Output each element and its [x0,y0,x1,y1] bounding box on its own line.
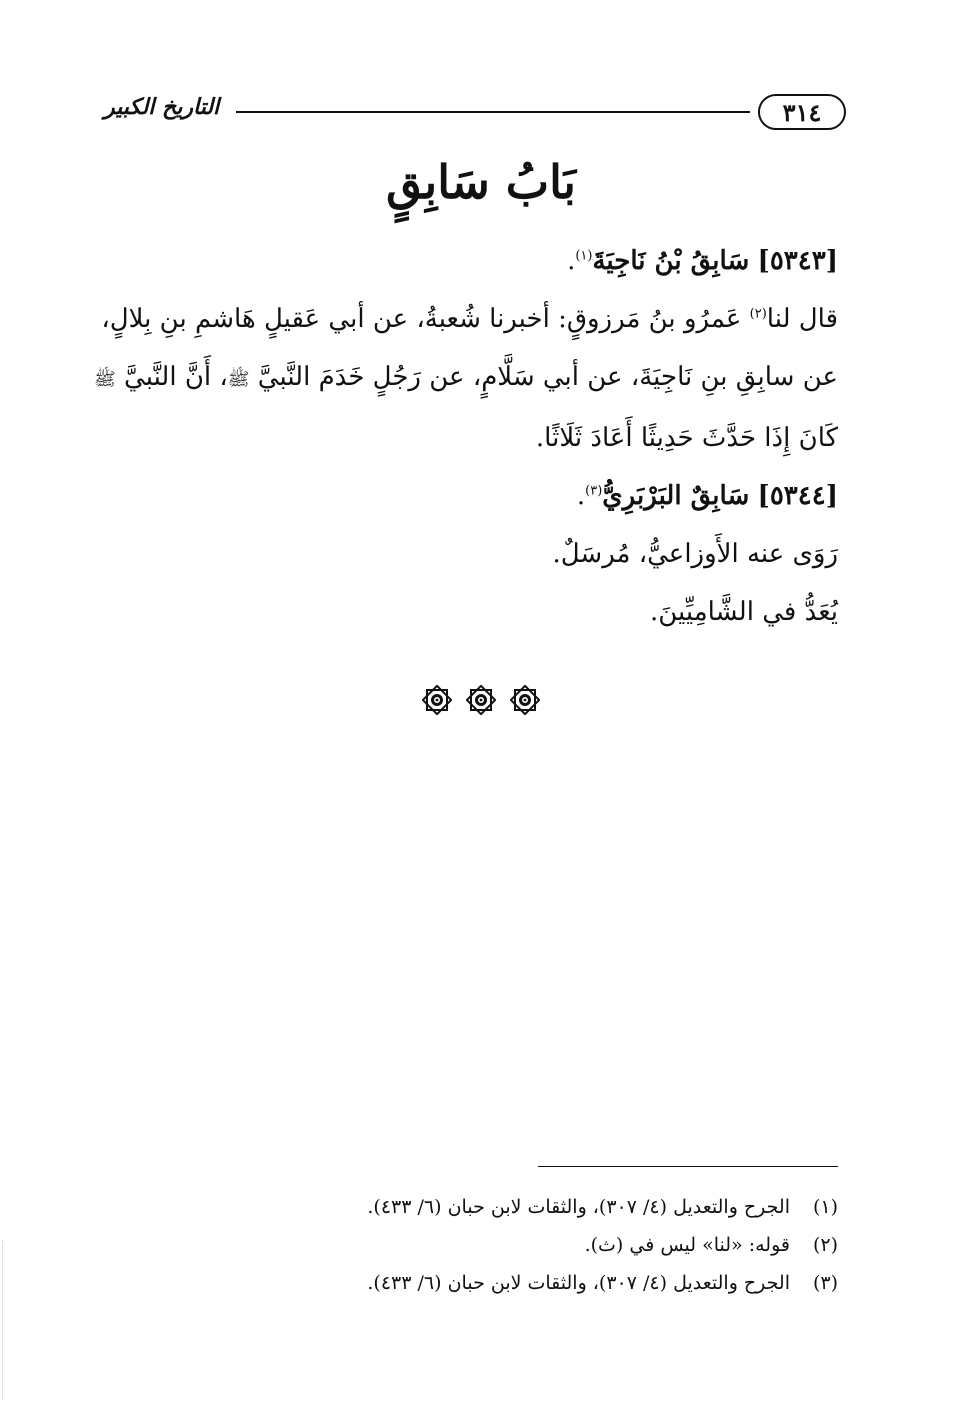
footnote-text: الجرح والتعديل (٤/ ٣٠٧)، والثقات لابن حبان (٦/ ٤٣٣). [367,1196,790,1218]
star-ornament-icon [510,685,540,715]
footnote-2 [120,1226,838,1264]
scan-margin-mark [2,1240,9,1400]
footnote-text: الجرح والتعديل (٤/ ٣٠٧)، والثقات لابن حبان (٦/ ٤٣٣). [367,1272,790,1294]
entry-heading-5344 [120,467,838,525]
footnote-label: (٢) [812,1234,838,1256]
entry-heading-5343 [120,232,838,290]
entry-end: . [567,246,576,276]
main-text [94,232,838,641]
footnote-ref: (١) [575,248,593,264]
footnote-text: قوله: «لنا» ليس في (ث). [584,1234,790,1256]
paragraph-text: قال لنا [766,304,838,334]
footnotes [120,1188,838,1302]
page-number-text: ٣١٤ [782,97,822,127]
paragraph-text: ، أَنَّ النَّبيَّ [115,362,228,392]
footnote-3 [120,1264,838,1302]
star-ornament-icon [466,685,496,715]
star-ornament-icon [422,685,452,715]
chapter-title: بَابُ سَابِقٍ [386,155,576,209]
footnote-label: (١) [812,1196,838,1218]
running-title: التاريخ الكبير [104,94,220,120]
footnote-ref: (٢) [749,306,767,322]
footnote-rule [538,1166,838,1167]
entry-name: سَابِقُ بْنُ نَاجِيَةَ [592,246,750,276]
paragraph-text: عن سابِقِ بنِ نَاجِيَةَ، عن أبي سَلَّامٍ، عن رَجُلٍ خَدَمَ النَّبيَّ [249,362,838,392]
entry-name: سَابِقٌ البَرْبَرِيُّ [602,481,750,511]
entry-end: . [576,481,586,511]
honorific-glyph: ﷺ [94,369,116,390]
header-rule [236,111,750,113]
section-ornaments [0,685,962,715]
footnote-ref: (٣) [585,483,603,499]
honorific-glyph: ﷺ [227,369,250,390]
footnote-1 [120,1188,838,1226]
entry-number: [٥٣٤٤] [757,481,838,511]
page-number [758,94,846,130]
paragraph-line-1 [101,290,838,348]
paragraph-text: عَمرُو بنُ مَرزوقٍ: أخبرنا شُعبةُ، عن أبي عَقيلٍ هَاشمِ بنِ بِلالٍ، [101,304,750,334]
entry-number: [٥٣٤٣] [757,246,838,276]
paragraph-line-3: كَانَ إِذَا حَدَّثَ حَدِيثًا أَعَادَ ثَلَاثًا. [535,423,838,453]
footnote-label: (٣) [812,1272,838,1294]
entry-text-line: يُعَدُّ في الشَّامِيِّينَ. [650,597,838,627]
page-header [104,92,846,136]
entry-text-line: رَوَى عنه الأَوزاعيُّ، مُرسَلٌ. [552,539,838,569]
paragraph-line-2 [94,348,838,409]
